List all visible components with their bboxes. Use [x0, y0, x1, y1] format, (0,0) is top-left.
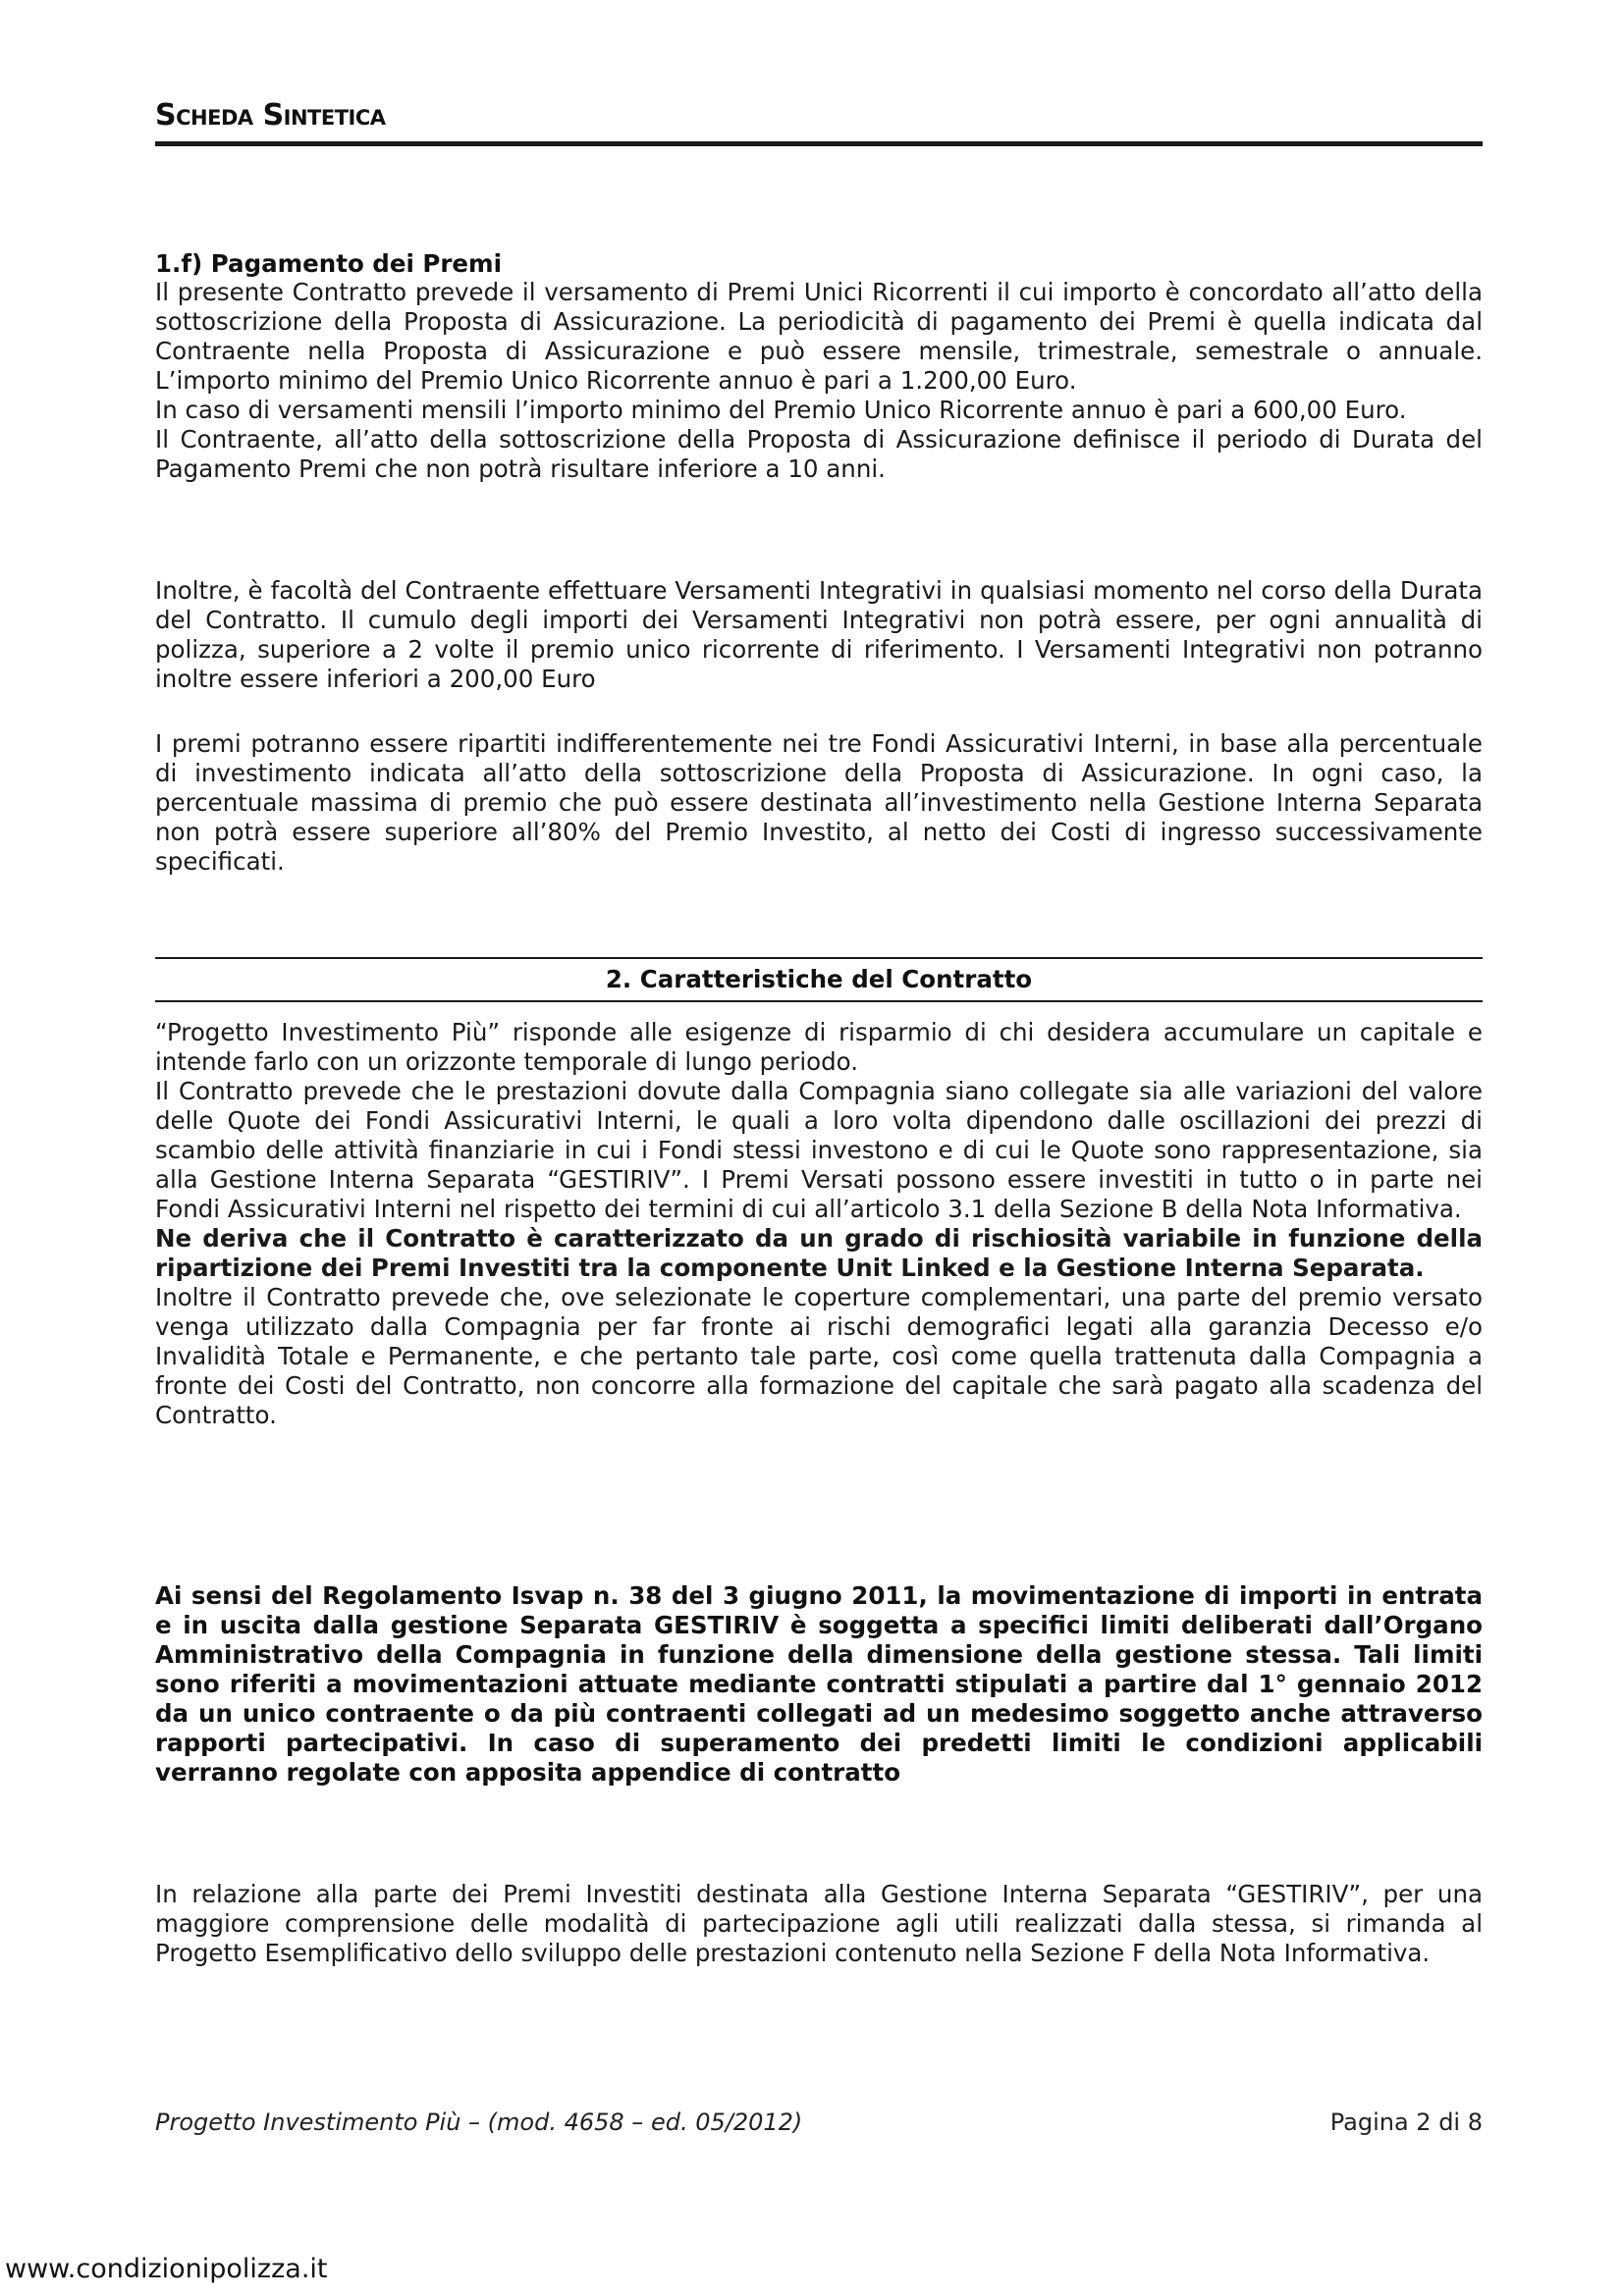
- paragraph-text: Il Contratto prevede che le prestazioni dovute dalla Compagnia siano collegate sia alle variazioni del valore delle Quote dei Fondi Assicurativi Interni, le quali a loro volta dipendono dalle oscillazioni dei prezzi di scambio delle attività finanziarie in cui i Fondi stessi investono e di cui le Quote sono rappresentazione, sia alla Gestione Interna Separata “GESTIRIV”. I Premi Versati possono essere investiti in tutto o in parte nei Fondi Assicurativi Interni nel rispetto dei termini di cui all’articolo 3.1 della Sezione B della Nota Informativa.: [155, 1077, 1483, 1223]
- footer-page-number: Pagina 2 di 8: [1329, 2109, 1483, 2136]
- website-watermark: www.condizionipolizza.it: [5, 2254, 328, 2284]
- paragraph-ripartizione-premi: I premi potranno essere ripartiti indifferentemente nei tre Fondi Assicurativi Interni, in base alla percentuale di investimento indicata all’atto della sottoscrizione della Proposta di Assicurazione. In ogni caso, la percentuale massima di premio che può essere destinata all’investimento nella Gestione Interna Separata non potrà essere superiore all’80% del Premio Investito, al netto dei Costi di ingresso successivamente specificati.: [155, 729, 1483, 876]
- paragraph-progetto-esemplificativo: In relazione alla parte dei Premi Investiti destinata alla Gestione Interna Separata “GESTIRIV”, per una maggiore comprensione delle modalità di partecipazione agli utili realizzati dalla stessa, si rimanda al Progetto Esemplificativo dello sviluppo delle prestazioni contenuto nella Sezione F della Nota Informativa.: [155, 1880, 1483, 1967]
- paragraph-bold-text: Ne deriva che il Contratto è caratterizzato da un grado di rischiosità variabile in funzione della ripartizione dei Premi Investiti tra la componente Unit Linked e la Gestione Interna Separata.: [155, 1224, 1483, 1282]
- paragraph-versamenti-integrativi: Inoltre, è facoltà del Contraente effettuare Versamenti Integrativi in qualsiasi momento nel corso della Durata del Contratto. Il cumulo degli importi dei Versamenti Integrativi non potrà essere, per ogni annualità di polizza, superiore a 2 volte il premio unico ricorrente di riferimento. I Versamenti Integrativi non potranno inoltre essere inferiori a 200,00 Euro: [155, 576, 1483, 693]
- paragraph-text: In caso di versamenti mensili l’importo minimo del Premio Unico Ricorrente annuo è pari a 600,00 Euro.: [155, 396, 1407, 424]
- section-title-caratteristiche: 2. Caratteristiche del Contratto: [605, 965, 1033, 993]
- paragraph-text: “Progetto Investimento Più” risponde alle esigenze di risparmio di chi desidera accumulare un capitale e intende farlo con un orizzonte temporale di lungo periodo.: [155, 1018, 1483, 1076]
- paragraph-caratteristiche: [155, 1018, 1483, 1430]
- header-title: Scheda Sintetica: [155, 98, 386, 133]
- paragraph-pagamento-premi: [155, 278, 1483, 484]
- paragraph-text: Il presente Contratto prevede il versamento di Premi Unici Ricorrenti il cui importo è concordato all’atto della sottoscrizione della Proposta di Assicurazione. La periodicità di pagamento dei Premi è quella indicata dal Contraente nella Proposta di Assicurazione e può essere mensile, trimestrale, semestrale o annuale. L’importo minimo del Premio Unico Ricorrente annuo è pari a 1.200,00 Euro.: [155, 278, 1483, 395]
- footer-document-id: Progetto Investimento Più – (mod. 4658 – ed. 05/2012): [155, 2109, 803, 2136]
- paragraph-regolamento-isvap: Ai sensi del Regolamento Isvap n. 38 del 3 giugno 2011, la movimentazione di importi in entrata e in uscita dalla gestione Separata GESTIRIV è soggetta a specifici limiti deliberati dall’Organo Amministrativo della Compagnia in funzione della dimensione della gestione stessa. Tali limiti sono riferiti a movimentazioni attuate mediante contratti stipulati a partire dal 1° gennaio 2012 da un unico contraente o da più contraenti collegati ad un medesimo soggetto anche attraverso rapporti partecipativi. In caso di superamento dei predetti limiti le condizioni applicabili verranno regolate con apposita appendice di contratto: [155, 1581, 1483, 1787]
- paragraph-text: Il Contraente, all’atto della sottoscrizione della Proposta di Assicurazione definisce il periodo di Durata del Pagamento Premi che non potrà risultare inferiore a 10 anni.: [155, 425, 1483, 483]
- section-bar: [155, 957, 1483, 1002]
- section-heading-pagamento-premi: 1.f) Pagamento dei Premi: [155, 249, 502, 278]
- page-header: [155, 96, 1483, 146]
- paragraph-text: Inoltre il Contratto prevede che, ove selezionate le coperture complementari, una parte del premio versato venga utilizzato dalla Compagnia per far fronte ai rischi demografici legati alla garanzia Decesso e/o Invalidità Totale e Permanente, e che pertanto tale parte, così come quella trattenuta dalla Compagnia a fronte dei Costi del Contratto, non concorre alla formazione del capitale che sarà pagato alla scadenza del Contratto.: [155, 1283, 1483, 1429]
